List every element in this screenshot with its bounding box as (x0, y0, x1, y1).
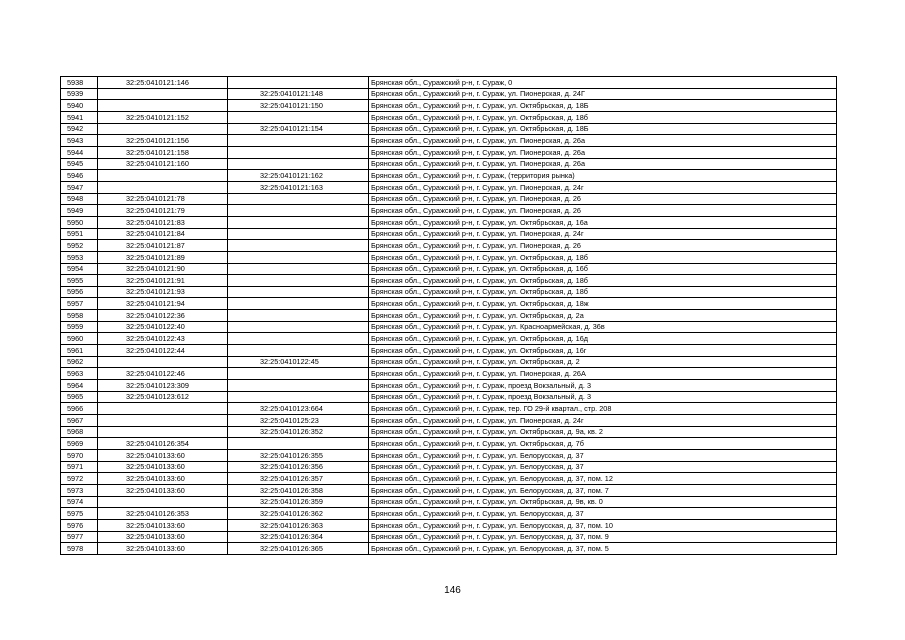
table-row (61, 391, 837, 403)
linked-cadastral-number-cell: 32:25:0410126:352 (228, 426, 369, 438)
table-row (61, 263, 837, 275)
row-number-cell: 5976 (61, 519, 98, 531)
table-row (61, 403, 837, 415)
table-row (61, 368, 837, 380)
address-cell: Брянская обл., Суражский р-н, г. Сураж, ул. Пионерская, д. 26а (369, 135, 837, 147)
table-row (61, 450, 837, 462)
table-row (61, 228, 837, 240)
address-cell: Брянская обл., Суражский р-н, г. Сураж, ул. Пионерская, д. 26 (369, 205, 837, 217)
cadastral-number-cell: 32:25:0410133:60 (98, 450, 228, 462)
cadastral-number-cell: 32:25:0410121:158 (98, 146, 228, 158)
row-number-cell: 5940 (61, 100, 98, 112)
linked-cadastral-number-cell (228, 216, 369, 228)
cadastral-number-cell: 32:25:0410122:44 (98, 345, 228, 357)
row-number-cell: 5946 (61, 170, 98, 182)
table-row (61, 146, 837, 158)
linked-cadastral-number-cell (228, 310, 369, 322)
row-number-cell: 5970 (61, 450, 98, 462)
table-row (61, 240, 837, 252)
linked-cadastral-number-cell (228, 391, 369, 403)
address-cell: Брянская обл., Суражский р-н, г. Сураж, ул. Белорусская, д. 37, пом. 7 (369, 484, 837, 496)
address-cell: Брянская обл., Суражский р-н, г. Сураж, ул. Октябрьская, д. 18б (369, 111, 837, 123)
cadastral-number-cell: 32:25:0410121:84 (98, 228, 228, 240)
table-row (61, 380, 837, 392)
table-row (61, 496, 837, 508)
table-row (61, 135, 837, 147)
linked-cadastral-number-cell (228, 158, 369, 170)
linked-cadastral-number-cell: 32:25:0410121:148 (228, 88, 369, 100)
cadastral-number-cell: 32:25:0410121:156 (98, 135, 228, 147)
linked-cadastral-number-cell (228, 240, 369, 252)
row-number-cell: 5965 (61, 391, 98, 403)
row-number-cell: 5969 (61, 438, 98, 450)
row-number-cell: 5947 (61, 181, 98, 193)
address-cell: Брянская обл., Суражский р-н, г. Сураж, (территория рынка) (369, 170, 837, 182)
row-number-cell: 5974 (61, 496, 98, 508)
address-cell: Брянская обл., Суражский р-н, г. Сураж, проезд Вокзальный, д. 3 (369, 380, 837, 392)
address-cell: Брянская обл., Суражский р-н, г. Сураж, ул. Пионерская, д. 26А (369, 368, 837, 380)
cadastral-number-cell: 32:25:0410133:60 (98, 484, 228, 496)
row-number-cell: 5955 (61, 275, 98, 287)
table-row (61, 100, 837, 112)
table-row (61, 356, 837, 368)
cadastral-number-cell: 32:25:0410133:60 (98, 531, 228, 543)
row-number-cell: 5951 (61, 228, 98, 240)
table-row (61, 333, 837, 345)
row-number-cell: 5966 (61, 403, 98, 415)
address-cell: Брянская обл., Суражский р-н, г. Сураж, ул. Октябрьская, д. 16г (369, 345, 837, 357)
row-number-cell: 5962 (61, 356, 98, 368)
linked-cadastral-number-cell: 32:25:0410121:163 (228, 181, 369, 193)
table-row (61, 205, 837, 217)
address-cell: Брянская обл., Суражский р-н, г. Сураж, ул. Белорусская, д. 37, пом. 12 (369, 473, 837, 485)
cadastral-number-cell (98, 496, 228, 508)
table-row (61, 484, 837, 496)
table-row (61, 543, 837, 555)
cadastral-number-cell (98, 356, 228, 368)
cadastral-number-cell: 32:25:0410126:353 (98, 508, 228, 520)
linked-cadastral-number-cell (228, 345, 369, 357)
address-cell: Брянская обл., Суражский р-н, г. Сураж, проезд Вокзальный, д. 3 (369, 391, 837, 403)
table-row (61, 193, 837, 205)
address-cell: Брянская обл., Суражский р-н, г. Сураж, ул. Октябрьская, д. 18б (369, 286, 837, 298)
row-number-cell: 5963 (61, 368, 98, 380)
cadastral-number-cell: 32:25:0410121:94 (98, 298, 228, 310)
row-number-cell: 5941 (61, 111, 98, 123)
linked-cadastral-number-cell (228, 275, 369, 287)
address-cell: Брянская обл., Суражский р-н, г. Сураж, ул. Октябрьская, д. 9а, кв. 2 (369, 426, 837, 438)
table-row (61, 310, 837, 322)
row-number-cell: 5960 (61, 333, 98, 345)
row-number-cell: 5977 (61, 531, 98, 543)
page-number: 146 (444, 585, 461, 596)
cadastral-number-cell: 32:25:0410121:152 (98, 111, 228, 123)
cadastral-number-cell: 32:25:0410123:612 (98, 391, 228, 403)
row-number-cell: 5964 (61, 380, 98, 392)
address-cell: Брянская обл., Суражский р-н, г. Сураж, ул. Белорусская, д. 37 (369, 508, 837, 520)
cadastral-number-cell: 32:25:0410133:60 (98, 519, 228, 531)
row-number-cell: 5975 (61, 508, 98, 520)
cadastral-number-cell: 32:25:0410121:93 (98, 286, 228, 298)
address-cell: Брянская обл., Суражский р-н, г. Сураж, ул. Октябрьская, д. 7б (369, 438, 837, 450)
address-cell: Брянская обл., Суражский р-н, г. Сураж, ул. Пионерская, д. 24Г (369, 88, 837, 100)
address-cell: Брянская обл., Суражский р-н, г. Сураж, ул. Белорусская, д. 37, пом. 9 (369, 531, 837, 543)
table-row (61, 473, 837, 485)
cadastral-number-cell (98, 170, 228, 182)
row-number-cell: 5938 (61, 77, 98, 89)
row-number-cell: 5939 (61, 88, 98, 100)
table-row (61, 438, 837, 450)
address-cell: Брянская обл., Суражский р-н, г. Сураж, ул. Пионерская, д. 26а (369, 146, 837, 158)
linked-cadastral-number-cell (228, 77, 369, 89)
address-cell: Брянская обл., Суражский р-н, г. Сураж, ул. Октябрьская, д. 16б (369, 263, 837, 275)
linked-cadastral-number-cell: 32:25:0410123:664 (228, 403, 369, 415)
address-cell: Брянская обл., Суражский р-н, г. Сураж, ул. Белорусская, д. 37 (369, 461, 837, 473)
table-row (61, 298, 837, 310)
linked-cadastral-number-cell (228, 321, 369, 333)
cadastral-number-cell (98, 426, 228, 438)
table-row (61, 216, 837, 228)
table-row (61, 461, 837, 473)
address-cell: Брянская обл., Суражский р-н, г. Сураж, ул. Октябрьская, д. 16а (369, 216, 837, 228)
linked-cadastral-number-cell: 32:25:0410121:150 (228, 100, 369, 112)
table-body (61, 77, 837, 555)
linked-cadastral-number-cell: 32:25:0410122:45 (228, 356, 369, 368)
address-cell: Брянская обл., Суражский р-н, г. Сураж, тер. ГО 29-й квартал., стр. 208 (369, 403, 837, 415)
linked-cadastral-number-cell (228, 298, 369, 310)
linked-cadastral-number-cell: 32:25:0410126:359 (228, 496, 369, 508)
row-number-cell: 5957 (61, 298, 98, 310)
cadastral-number-cell: 32:25:0410126:354 (98, 438, 228, 450)
cadastral-number-cell: 32:25:0410133:60 (98, 473, 228, 485)
row-number-cell: 5972 (61, 473, 98, 485)
address-cell: Брянская обл., Суражский р-н, г. Сураж, ул. Красноармейская, д. 36в (369, 321, 837, 333)
cadastral-number-cell: 32:25:0410121:91 (98, 275, 228, 287)
table-row (61, 181, 837, 193)
cadastral-number-cell: 32:25:0410121:160 (98, 158, 228, 170)
address-cell: Брянская обл., Суражский р-н, г. Сураж, ул. Октябрьская, д. 2 (369, 356, 837, 368)
row-number-cell: 5949 (61, 205, 98, 217)
row-number-cell: 5956 (61, 286, 98, 298)
row-number-cell: 5945 (61, 158, 98, 170)
linked-cadastral-number-cell (228, 205, 369, 217)
table-row (61, 275, 837, 287)
table-row (61, 426, 837, 438)
row-number-cell: 5952 (61, 240, 98, 252)
table-row (61, 508, 837, 520)
linked-cadastral-number-cell (228, 111, 369, 123)
table-row (61, 286, 837, 298)
linked-cadastral-number-cell: 32:25:0410121:154 (228, 123, 369, 135)
table-row (61, 88, 837, 100)
table-row (61, 123, 837, 135)
row-number-cell: 5942 (61, 123, 98, 135)
row-number-cell: 5950 (61, 216, 98, 228)
linked-cadastral-number-cell: 32:25:0410126:364 (228, 531, 369, 543)
address-cell: Брянская обл., Суражский р-н, г. Сураж, 0 (369, 77, 837, 89)
linked-cadastral-number-cell: 32:25:0410126:365 (228, 543, 369, 555)
address-cell: Брянская обл., Суражский р-н, г. Сураж, ул. Октябрьская, д. 18б (369, 275, 837, 287)
linked-cadastral-number-cell: 32:25:0410126:356 (228, 461, 369, 473)
linked-cadastral-number-cell (228, 135, 369, 147)
cadastral-number-cell (98, 415, 228, 427)
cadastral-number-cell: 32:25:0410122:43 (98, 333, 228, 345)
row-number-cell: 5978 (61, 543, 98, 555)
linked-cadastral-number-cell (228, 263, 369, 275)
linked-cadastral-number-cell: 32:25:0410125:23 (228, 415, 369, 427)
linked-cadastral-number-cell: 32:25:0410126:355 (228, 450, 369, 462)
linked-cadastral-number-cell (228, 251, 369, 263)
linked-cadastral-number-cell: 32:25:0410126:357 (228, 473, 369, 485)
cadastral-number-cell (98, 181, 228, 193)
row-number-cell: 5973 (61, 484, 98, 496)
address-cell: Брянская обл., Суражский р-н, г. Сураж, ул. Октябрьская, д. 18б (369, 251, 837, 263)
linked-cadastral-number-cell (228, 438, 369, 450)
row-number-cell: 5948 (61, 193, 98, 205)
address-cell: Брянская обл., Суражский р-н, г. Сураж, ул. Октябрьская, д. 18Б (369, 123, 837, 135)
table-row (61, 251, 837, 263)
cadastral-number-cell (98, 88, 228, 100)
linked-cadastral-number-cell: 32:25:0410126:362 (228, 508, 369, 520)
row-number-cell: 5961 (61, 345, 98, 357)
cadastral-number-cell: 32:25:0410121:146 (98, 77, 228, 89)
linked-cadastral-number-cell (228, 146, 369, 158)
cadastral-number-cell: 32:25:0410122:36 (98, 310, 228, 322)
cadastral-number-cell: 32:25:0410121:87 (98, 240, 228, 252)
table-row (61, 170, 837, 182)
cadastral-number-cell: 32:25:0410121:79 (98, 205, 228, 217)
address-cell: Брянская обл., Суражский р-н, г. Сураж, ул. Белорусская, д. 37, пом. 5 (369, 543, 837, 555)
cadastral-table (60, 76, 837, 555)
row-number-cell: 5959 (61, 321, 98, 333)
address-cell: Брянская обл., Суражский р-н, г. Сураж, ул. Пионерская, д. 24г (369, 415, 837, 427)
table-row (61, 531, 837, 543)
address-cell: Брянская обл., Суражский р-н, г. Сураж, ул. Пионерская, д. 24г (369, 228, 837, 240)
cadastral-number-cell (98, 403, 228, 415)
cadastral-number-cell: 32:25:0410122:40 (98, 321, 228, 333)
row-number-cell: 5968 (61, 426, 98, 438)
address-cell: Брянская обл., Суражский р-н, г. Сураж, ул. Пионерская, д. 24г (369, 181, 837, 193)
table-row (61, 111, 837, 123)
table-row (61, 321, 837, 333)
table-row (61, 519, 837, 531)
address-cell: Брянская обл., Суражский р-н, г. Сураж, ул. Белорусская, д. 37 (369, 450, 837, 462)
linked-cadastral-number-cell (228, 193, 369, 205)
linked-cadastral-number-cell: 32:25:0410121:162 (228, 170, 369, 182)
row-number-cell: 5953 (61, 251, 98, 263)
address-cell: Брянская обл., Суражский р-н, г. Сураж, ул. Октябрьская, д. 9в, кв. 0 (369, 496, 837, 508)
address-cell: Брянская обл., Суражский р-н, г. Сураж, ул. Октябрьская, д. 16д (369, 333, 837, 345)
cadastral-number-cell: 32:25:0410122:46 (98, 368, 228, 380)
table-row (61, 345, 837, 357)
address-cell: Брянская обл., Суражский р-н, г. Сураж, ул. Пионерская, д. 26а (369, 158, 837, 170)
row-number-cell: 5967 (61, 415, 98, 427)
cadastral-number-cell: 32:25:0410121:90 (98, 263, 228, 275)
address-cell: Брянская обл., Суражский р-н, г. Сураж, ул. Октябрьская, д. 2а (369, 310, 837, 322)
row-number-cell: 5943 (61, 135, 98, 147)
row-number-cell: 5971 (61, 461, 98, 473)
cadastral-number-cell: 32:25:0410133:60 (98, 543, 228, 555)
cadastral-number-cell: 32:25:0410121:83 (98, 216, 228, 228)
address-cell: Брянская обл., Суражский р-н, г. Сураж, ул. Октябрьская, д. 18Б (369, 100, 837, 112)
linked-cadastral-number-cell: 32:25:0410126:363 (228, 519, 369, 531)
cadastral-number-cell: 32:25:0410121:78 (98, 193, 228, 205)
table-row (61, 77, 837, 89)
cadastral-number-cell: 32:25:0410121:89 (98, 251, 228, 263)
row-number-cell: 5944 (61, 146, 98, 158)
row-number-cell: 5958 (61, 310, 98, 322)
address-cell: Брянская обл., Суражский р-н, г. Сураж, ул. Октябрьская, д. 18ж (369, 298, 837, 310)
linked-cadastral-number-cell (228, 380, 369, 392)
linked-cadastral-number-cell: 32:25:0410126:358 (228, 484, 369, 496)
linked-cadastral-number-cell (228, 286, 369, 298)
table-row (61, 158, 837, 170)
cadastral-number-cell (98, 123, 228, 135)
linked-cadastral-number-cell (228, 333, 369, 345)
cadastral-number-cell: 32:25:0410133:60 (98, 461, 228, 473)
cadastral-number-cell (98, 100, 228, 112)
address-cell: Брянская обл., Суражский р-н, г. Сураж, ул. Белорусская, д. 37, пом. 10 (369, 519, 837, 531)
linked-cadastral-number-cell (228, 228, 369, 240)
row-number-cell: 5954 (61, 263, 98, 275)
address-cell: Брянская обл., Суражский р-н, г. Сураж, ул. Пионерская, д. 26 (369, 240, 837, 252)
cadastral-number-cell: 32:25:0410123:309 (98, 380, 228, 392)
address-cell: Брянская обл., Суражский р-н, г. Сураж, ул. Пионерская, д. 26 (369, 193, 837, 205)
linked-cadastral-number-cell (228, 368, 369, 380)
table-row (61, 415, 837, 427)
